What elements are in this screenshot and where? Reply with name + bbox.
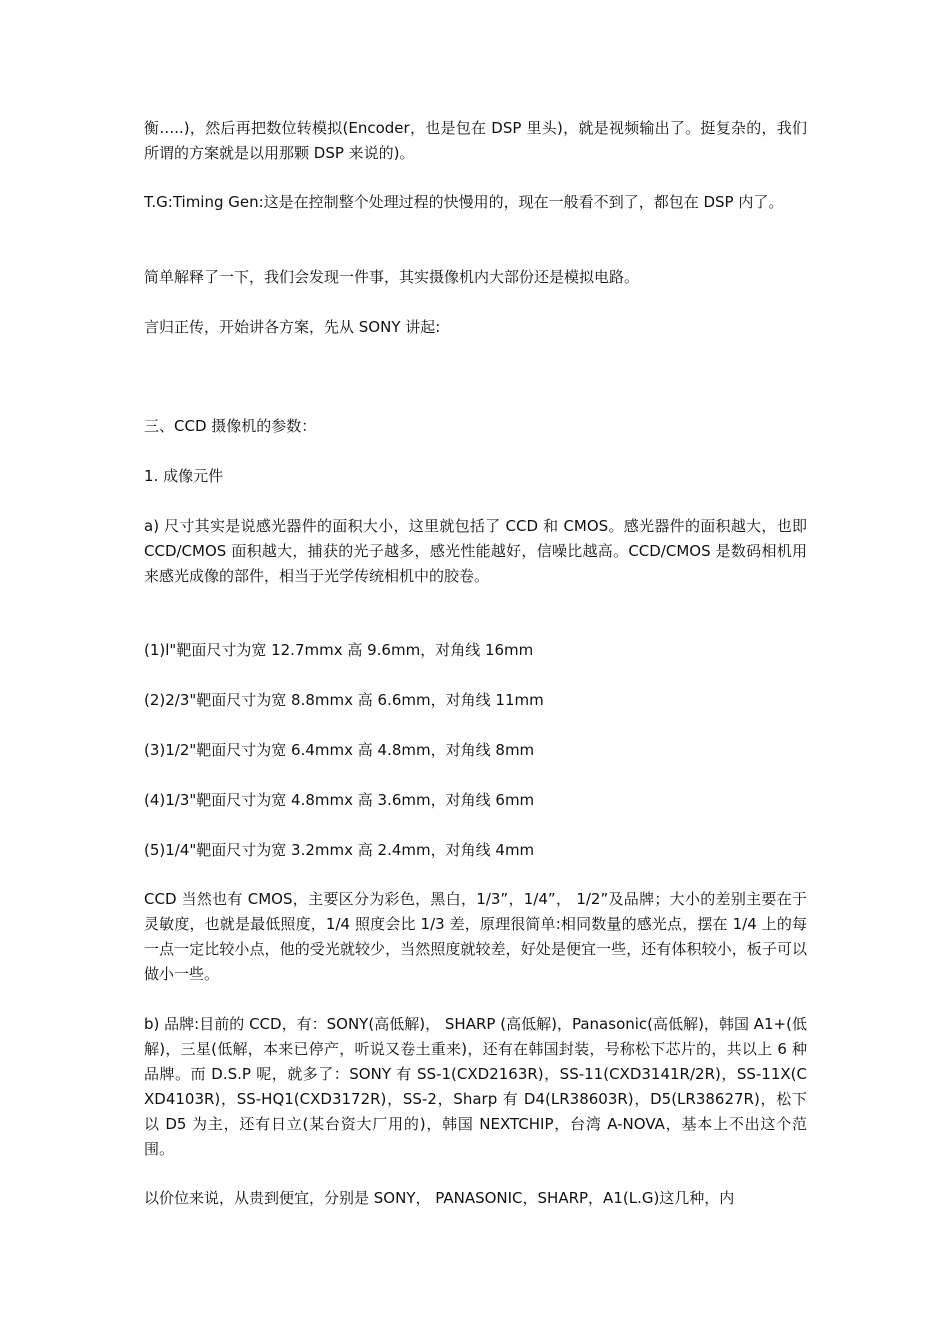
paragraph-brands-dsp: b) 品牌:目前的 CCD，有：SONY(高低解)， SHARP (高低解)，Panasonic(高低解)，韩国 A1+(低解)，三星(低解，本来已停产，听说又卷土重来)，还有在韩国封装，号称松下芯片的，共以上 6 种品牌。而 D.S.P 呢，就多了：SONY 有 SS-1(CXD2163R)，SS-11(CXD3141R/2R)，SS-11X(CXD4103R)，SS-HQ1(CXD3172R)，SS-2，Sharp 有 D4(LR38603R)，D5(LR38627R)，松下以 D5 为主，还有日立(某台资大厂用的)，韩国 NEXTCHIP，台湾 A-NOVA，基本上不出这个范围。 [144, 1015, 807, 1158]
paragraph-encoder-intro: 衡…..)，然后再把数位转模拟(Encoder，也是包在 DSP 里头)，就是视频输出了。挺复杂的，我们所谓的方案就是以用那颗 DSP 来说的)。 [144, 119, 807, 162]
subheading-imaging-element: 1. 成像元件 [144, 467, 224, 485]
paragraph-price-ranking: 以价位来说，从贵到便宜，分别是 SONY， PANASONIC，SHARP，A1(L.G)这几种，内 [144, 1189, 735, 1207]
section-heading-ccd-parameters: 三、CCD 摄像机的参数： [144, 417, 317, 435]
list-item-size-1: (1)l"靶面尺寸为宽 12.7mmx 高 9.6mm，对角线 16mm [144, 641, 534, 659]
list-item-size-5: (5)1/4"靶面尺寸为宽 3.2mmx 高 2.4mm，对角线 4mm [144, 841, 535, 859]
list-item-size-4: (4)1/3"靶面尺寸为宽 4.8mmx 高 3.6mm，对角线 6mm [144, 791, 535, 809]
paragraph-ccd-sensitivity: CCD 当然也有 CMOS，主要区分为彩色，黑白，1/3”，1/4”， 1/2”及品牌；大小的差别主要在于灵敏度，也就是最低照度，1/4 照度会比 1/3 差，原理很简单:相同数量的感光点，摆在 1/4 上的每一点一定比较小点，他的受光就较少，当然照度就较差，好处是便宜一些，还有体积较小，板子可以做小一些。 [144, 890, 807, 983]
paragraph-analog-summary: 简单解释了一下，我们会发现一件事，其实摄像机内大部份还是模拟电路。 [144, 268, 640, 286]
paragraph-sony-intro: 言归正传，开始讲各方案，先从 SONY 讲起: [144, 318, 441, 336]
paragraph-sensor-size: a) 尺寸其实是说感光器件的面积大小，这里就包括了 CCD 和 CMOS。感光器件的面积越大，也即 CCD/CMOS 面积越大，捕获的光子越多，感光性能越好，信噪比越高。CCD/CMOS 是数码相机用来感光成像的部件，相当于光学传统相机中的胶卷。 [144, 517, 807, 585]
list-item-size-3: (3)1/2"靶面尺寸为宽 6.4mmx 高 4.8mm，对角线 8mm [144, 741, 535, 759]
paragraph-timing-gen: T.G:Timing Gen:这是在控制整个处理过程的快慢用的，现在一般看不到了，都包在 DSP 内了。 [144, 193, 784, 211]
list-item-size-2: (2)2/3"靶面尺寸为宽 8.8mmx 高 6.6mm，对角线 11mm [144, 691, 544, 709]
